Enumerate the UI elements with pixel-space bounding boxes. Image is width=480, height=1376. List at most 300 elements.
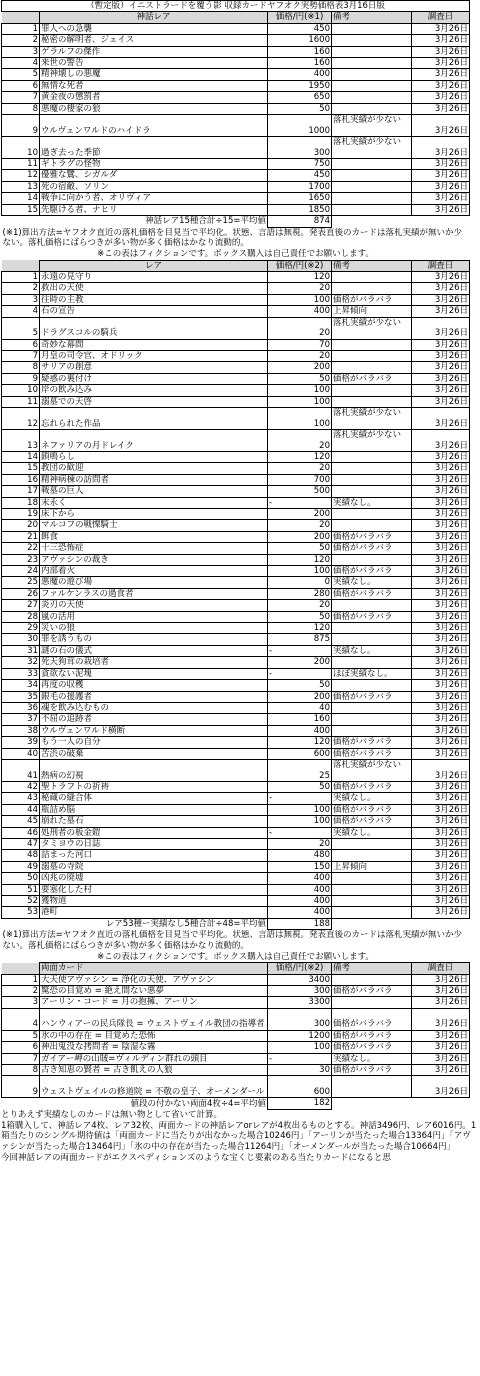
survey-date: 3月26日 (412, 611, 470, 622)
card-name: 永遠の見守り (40, 271, 268, 282)
card-price: 1950 (268, 80, 332, 91)
card-name: ネファリアの月ドレイク (40, 429, 268, 451)
card-price: 0 (268, 577, 332, 588)
survey-date: 3月26日 (412, 873, 470, 884)
survey-date: 3月26日 (412, 362, 470, 373)
row-number: 7 (2, 92, 40, 103)
card-remark (332, 193, 412, 204)
card-name: 無情な死者 (40, 80, 268, 91)
survey-date: 3月26日 (412, 645, 470, 656)
card-name: 精神病棟の訪問者 (40, 474, 268, 485)
card-price: 20 (268, 283, 332, 294)
survey-date: 3月26日 (412, 850, 470, 861)
header-name: 神話レア (40, 12, 268, 23)
method-note: (※1)算出方法=ヤフオク直近の落札価格を目見当で平均化。状態、言語は無視。発表直後のカードは落札実績が無いか少ない。落札価格にばらつきが多い物が多く価格はかなり流動的。 (2, 227, 463, 249)
row-number: 8 (2, 103, 40, 114)
survey-date: 3月26日 (412, 907, 470, 918)
survey-date: 3月26日 (412, 46, 470, 57)
row-number: 31 (2, 645, 40, 656)
card-remark: 実績なし。 (332, 827, 412, 838)
row-number: 44 (2, 804, 40, 815)
survey-date: 3月26日 (412, 668, 470, 679)
card-name: ギトラグの怪物 (40, 159, 268, 170)
card-name: 貪欲ない泥塊 (40, 668, 268, 679)
card-price: 20 (268, 838, 332, 849)
card-name: 不屈の追跡者 (40, 714, 268, 725)
survey-date: 3月26日 (412, 294, 470, 305)
survey-date: 3月26日 (412, 283, 470, 294)
survey-date: 3月26日 (412, 520, 470, 531)
survey-date: 3月26日 (412, 497, 470, 508)
card-name: 床下から (40, 509, 268, 520)
card-name: 疑惑の裏付け (40, 373, 268, 384)
table-row (2, 69, 470, 80)
card-price: 500 (268, 486, 332, 497)
card-price: 160 (268, 46, 332, 57)
survey-date: 3月26日 (412, 1076, 470, 1098)
card-remark: 価格がバラバラ (332, 1065, 412, 1076)
table-row (2, 986, 470, 997)
row-number: 4 (2, 58, 40, 69)
row-number: 3 (2, 294, 40, 305)
row-number: 24 (2, 566, 40, 577)
card-name: ウェストヴェイルの修道院 = 不敬の皇子、オーメンダール (40, 1076, 268, 1098)
table-row (2, 816, 470, 827)
row-number: 8 (2, 1065, 40, 1076)
card-price: 25 (268, 759, 332, 781)
survey-date: 3月26日 (412, 623, 470, 634)
row-number: 12 (2, 407, 40, 429)
row-number: 26 (2, 588, 40, 599)
card-remark: 落札実績が少ない (332, 429, 412, 451)
row-number: 2 (2, 986, 40, 997)
table-row (2, 92, 470, 103)
table-row (2, 350, 470, 361)
card-price: 600 (268, 1076, 332, 1098)
card-remark (332, 159, 412, 170)
row-number: 50 (2, 873, 40, 884)
card-remark (332, 80, 412, 91)
card-name: 再度の収穫 (40, 680, 268, 691)
card-price: 450 (268, 23, 332, 34)
survey-date: 3月26日 (412, 827, 470, 838)
average-value: 182 (268, 1098, 332, 1109)
table-row (2, 838, 470, 849)
blank (412, 216, 470, 227)
survey-date: 3月26日 (412, 80, 470, 91)
card-remark (332, 896, 412, 907)
card-remark (332, 181, 412, 192)
card-price: 20 (268, 350, 332, 361)
average-label: 値段の付かない両面4枚÷4=平均値 (130, 1098, 266, 1109)
card-price: 50 (268, 680, 332, 691)
card-name: 黄金夜の懲罰者 (40, 92, 268, 103)
card-price: 300 (268, 986, 332, 997)
card-name: 凶兆の廃墟 (40, 873, 268, 884)
row-number: 13 (2, 429, 40, 451)
rare-header-row (2, 260, 470, 271)
card-name: タミヨウの日誌 (40, 838, 268, 849)
card-name: 聖トラフトの祈祷 (40, 781, 268, 792)
survey-date: 3月26日 (412, 23, 470, 34)
card-remark (332, 873, 412, 884)
card-price: 200 (268, 691, 332, 702)
table-row (2, 35, 470, 46)
table-row (2, 294, 470, 305)
card-name: 悪魔の棲家の狼 (40, 103, 268, 114)
table-row (2, 850, 470, 861)
survey-date: 3月26日 (412, 204, 470, 215)
fiction-note-row (2, 249, 470, 260)
survey-date: 3月26日 (412, 170, 470, 181)
card-price: 400 (268, 884, 332, 895)
card-name: 大天使アヴァシン = 浄化の天使、アヴァシン (40, 974, 268, 985)
row-number: 6 (2, 339, 40, 350)
row-number: 15 (2, 204, 40, 215)
card-name: 熱病の幻視 (40, 759, 268, 781)
sheet-title: （暫定版）イニストラードを覆う影 収録カードヤフオク実勢価格表3月16日版 (2, 1, 470, 12)
survey-date: 3月26日 (412, 691, 470, 702)
survey-date: 3月26日 (412, 634, 470, 645)
card-remark (332, 997, 412, 1008)
table-row (2, 80, 470, 91)
card-name: 岸の飲み込み (40, 385, 268, 396)
card-price: 400 (268, 725, 332, 736)
card-remark (332, 350, 412, 361)
card-remark (332, 1076, 412, 1098)
row-number: 6 (2, 1042, 40, 1053)
table-body (2, 1, 470, 1110)
card-remark (332, 451, 412, 462)
card-price: 200 (268, 509, 332, 520)
table-row (2, 520, 470, 531)
survey-date: 3月26日 (412, 396, 470, 407)
row-number: 51 (2, 884, 40, 895)
card-name: 港町 (40, 907, 268, 918)
survey-date: 3月26日 (412, 714, 470, 725)
card-name: 驚恐の目覚め = 絶え間ない悪夢 (40, 986, 268, 997)
card-price: 3300 (268, 997, 332, 1008)
fiction-note-row (2, 952, 470, 963)
table-row (2, 385, 470, 396)
card-name: 十三恐怖症 (40, 543, 268, 554)
header-date: 調査日 (412, 260, 470, 271)
card-remark: 価格がバラバラ (332, 543, 412, 554)
footer-line: とりあえず実績なしのカードは無い物として省いて計算。 (1, 1109, 223, 1120)
row-number: 11 (2, 159, 40, 170)
card-name: ガイアー岬の山賊=ヴィルディン群れの頭目 (40, 1053, 268, 1064)
table-row (2, 474, 470, 485)
card-remark: ほぼ実績なし。 (332, 668, 412, 679)
card-price: 50 (268, 781, 332, 792)
card-price: 750 (268, 159, 332, 170)
row-number: 10 (2, 137, 40, 159)
card-name: 忘れられた作品 (40, 407, 268, 429)
card-price: 30 (268, 1065, 332, 1076)
card-name: 苦渋の破棄 (40, 748, 268, 759)
card-name: 奇妙な幕間 (40, 339, 268, 350)
survey-date: 3月26日 (412, 407, 470, 429)
card-price: 100 (268, 294, 332, 305)
table-row (2, 861, 470, 872)
table-row (2, 657, 470, 668)
card-price: 1600 (268, 35, 332, 46)
table-row (2, 531, 470, 542)
dfc-average-row (2, 1098, 470, 1109)
survey-date: 3月26日 (412, 1008, 470, 1030)
card-remark: 価格がバラバラ (332, 781, 412, 792)
row-number: 49 (2, 861, 40, 872)
table-row (2, 896, 470, 907)
table-row (2, 668, 470, 679)
survey-date: 3月26日 (412, 748, 470, 759)
mythic-average-row (2, 216, 470, 227)
method-note: (※1)算出方法=ヤフオク直近の落札価格を目見当で平均化。状態、言語は無視。発表直後のカードは落札実績が無いか少ない。落札価格にばらつきが多い物が多く価格はかなり流動的。 (2, 930, 463, 952)
card-price: 100 (268, 816, 332, 827)
card-name: 精神壊しの悪魔 (40, 69, 268, 80)
survey-date: 3月26日 (412, 997, 470, 1008)
method-note-row (2, 227, 470, 249)
row-number: 18 (2, 497, 40, 508)
survey-date: 3月26日 (412, 793, 470, 804)
survey-date: 3月26日 (412, 103, 470, 114)
card-remark (332, 339, 412, 350)
table-row (2, 600, 470, 611)
card-price: 100 (268, 566, 332, 577)
table-row (2, 691, 470, 702)
card-price: 20 (268, 463, 332, 474)
survey-date: 3月26日 (412, 554, 470, 565)
card-price: 650 (268, 92, 332, 103)
card-remark: 落札実績が少ない (332, 407, 412, 429)
card-remark (332, 103, 412, 114)
card-price: - (268, 1053, 332, 1064)
survey-date: 3月26日 (412, 861, 470, 872)
card-name: 溺墓での天啓 (40, 396, 268, 407)
card-price: 120 (268, 554, 332, 565)
card-name: 末永く (40, 497, 268, 508)
table-row (2, 283, 470, 294)
survey-date: 3月26日 (412, 657, 470, 668)
card-price: 20 (268, 600, 332, 611)
table-row (2, 159, 470, 170)
row-number: 27 (2, 600, 40, 611)
card-price: 1200 (268, 1030, 332, 1041)
card-remark (332, 520, 412, 531)
card-price: 100 (268, 407, 332, 429)
row-number: 7 (2, 1053, 40, 1064)
spreadsheet (1, 0, 479, 1164)
survey-date: 3月26日 (412, 974, 470, 985)
card-remark (332, 35, 412, 46)
card-price: 50 (268, 611, 332, 622)
card-price: 400 (268, 896, 332, 907)
card-name: 炎刃の天使 (40, 600, 268, 611)
card-price: 50 (268, 103, 332, 114)
table-row (2, 429, 470, 451)
table-row (2, 645, 470, 656)
card-price: 100 (268, 385, 332, 396)
survey-date: 3月26日 (412, 429, 470, 451)
survey-date: 3月26日 (412, 115, 470, 137)
card-remark: 価格がバラバラ (332, 737, 412, 748)
average-value: 188 (268, 918, 332, 929)
row-number: 15 (2, 463, 40, 474)
card-remark (332, 680, 412, 691)
card-remark (332, 838, 412, 849)
card-remark: 上昇傾向 (332, 306, 412, 317)
table-row (2, 46, 470, 57)
card-remark: 価格がバラバラ (332, 986, 412, 997)
table-row (2, 737, 470, 748)
card-remark: 価格がバラバラ (332, 588, 412, 599)
table-row (2, 1076, 470, 1098)
card-name: 内部着火 (40, 566, 268, 577)
card-name: 秘密の解明者、ジェイス (40, 35, 268, 46)
row-number: 1 (2, 271, 40, 282)
survey-date: 3月26日 (412, 816, 470, 827)
row-number: 22 (2, 543, 40, 554)
table-row (2, 181, 470, 192)
card-price: 50 (268, 373, 332, 384)
card-price: 300 (268, 1008, 332, 1030)
blank (332, 216, 412, 227)
survey-date: 3月26日 (412, 1042, 470, 1053)
table-row (2, 170, 470, 181)
table-row (2, 1053, 470, 1064)
row-number: 37 (2, 714, 40, 725)
survey-date: 3月26日 (412, 566, 470, 577)
header-price: 価格/円(※2) (268, 260, 332, 271)
row-number: 2 (2, 283, 40, 294)
table-row (2, 884, 470, 895)
card-name: 処刑者の板金鎧 (40, 827, 268, 838)
card-name: マルコフの戦慄騎士 (40, 520, 268, 531)
card-name: 獲物道 (40, 896, 268, 907)
card-name: 詰まった河口 (40, 850, 268, 861)
survey-date: 3月26日 (412, 193, 470, 204)
row-number: 1 (2, 974, 40, 985)
card-remark (332, 474, 412, 485)
survey-date: 3月26日 (412, 350, 470, 361)
row-number: 32 (2, 657, 40, 668)
table-row (2, 497, 470, 508)
footer-line: 今回神話レアの両面カードがエクスペディションズのような宝くじ要素のある当たりカードになると思 (1, 1153, 391, 1164)
survey-date: 3月26日 (412, 1065, 470, 1076)
card-price: 450 (268, 170, 332, 181)
card-name: ハンウィアーの民兵隊長 = ウェストヴェイル教団の指導者 (40, 1008, 268, 1030)
price-table (1, 0, 470, 1110)
title-row (2, 1, 470, 12)
table-row (2, 554, 470, 565)
table-row (2, 451, 470, 462)
row-number: 12 (2, 170, 40, 181)
card-remark (332, 714, 412, 725)
survey-date: 3月26日 (412, 986, 470, 997)
survey-date: 3月26日 (412, 451, 470, 462)
card-name: 来世の警告 (40, 58, 268, 69)
row-number: 20 (2, 520, 40, 531)
card-remark (332, 23, 412, 34)
survey-date: 3月26日 (412, 577, 470, 588)
footer-notes (1, 1110, 479, 1164)
row-number: 3 (2, 997, 40, 1008)
row-number: 40 (2, 748, 40, 759)
card-price: 50 (268, 543, 332, 554)
row-number: 9 (2, 115, 40, 137)
card-remark (332, 463, 412, 474)
survey-date: 3月26日 (412, 531, 470, 542)
survey-date: 3月26日 (412, 702, 470, 713)
card-price: 480 (268, 850, 332, 861)
table-row (2, 781, 470, 792)
row-number: 46 (2, 827, 40, 838)
card-price: 200 (268, 362, 332, 373)
survey-date: 3月26日 (412, 1030, 470, 1041)
card-remark: 実績なし。 (332, 793, 412, 804)
header-date: 調査日 (412, 12, 470, 23)
table-row (2, 680, 470, 691)
row-number: 35 (2, 691, 40, 702)
row-number: 17 (2, 486, 40, 497)
average-value: 874 (268, 216, 332, 227)
row-number: 53 (2, 907, 40, 918)
card-remark: 実績なし。 (332, 497, 412, 508)
card-price: 150 (268, 861, 332, 872)
row-number: 7 (2, 350, 40, 361)
table-row (2, 873, 470, 884)
survey-date: 3月26日 (412, 58, 470, 69)
card-price: 400 (268, 907, 332, 918)
row-number: 9 (2, 373, 40, 384)
card-price: 700 (268, 474, 332, 485)
card-remark: 価格がバラバラ (332, 294, 412, 305)
card-name: 死の宿敵、ソリン (40, 181, 268, 192)
card-name: ウルヴェンワルド横断 (40, 725, 268, 736)
row-number: 52 (2, 896, 40, 907)
card-price: 200 (268, 657, 332, 668)
survey-date: 3月26日 (412, 543, 470, 554)
card-name: 月皇の司令官、オドリック (40, 350, 268, 361)
blank (332, 1098, 412, 1109)
card-remark: 価格がバラバラ (332, 373, 412, 384)
card-name: アヴァシンの裁き (40, 554, 268, 565)
survey-date: 3月26日 (412, 725, 470, 736)
table-row (2, 1042, 470, 1053)
header-price: 価格/円(※1) (268, 12, 332, 23)
survey-date: 3月26日 (412, 884, 470, 895)
card-price: 100 (268, 396, 332, 407)
card-price: 1000 (268, 115, 332, 137)
card-remark (332, 725, 412, 736)
card-price: 400 (268, 306, 332, 317)
survey-date: 3月26日 (412, 373, 470, 384)
average-label: レア53種ー実績なし5種合計÷48=平均値 (105, 919, 266, 930)
table-row (2, 407, 470, 429)
survey-date: 3月26日 (412, 339, 470, 350)
survey-date: 3月26日 (412, 463, 470, 474)
card-remark (332, 69, 412, 80)
card-name: ウルヴェンワルドのハイドラ (40, 115, 268, 137)
table-row (2, 907, 470, 918)
card-remark: 落札実績が少ない (332, 115, 412, 137)
survey-date: 3月26日 (412, 680, 470, 691)
survey-date: 3月26日 (412, 838, 470, 849)
table-row (2, 997, 470, 1008)
card-remark (332, 46, 412, 57)
card-remark (332, 554, 412, 565)
header-notes: 備考 (332, 260, 412, 271)
